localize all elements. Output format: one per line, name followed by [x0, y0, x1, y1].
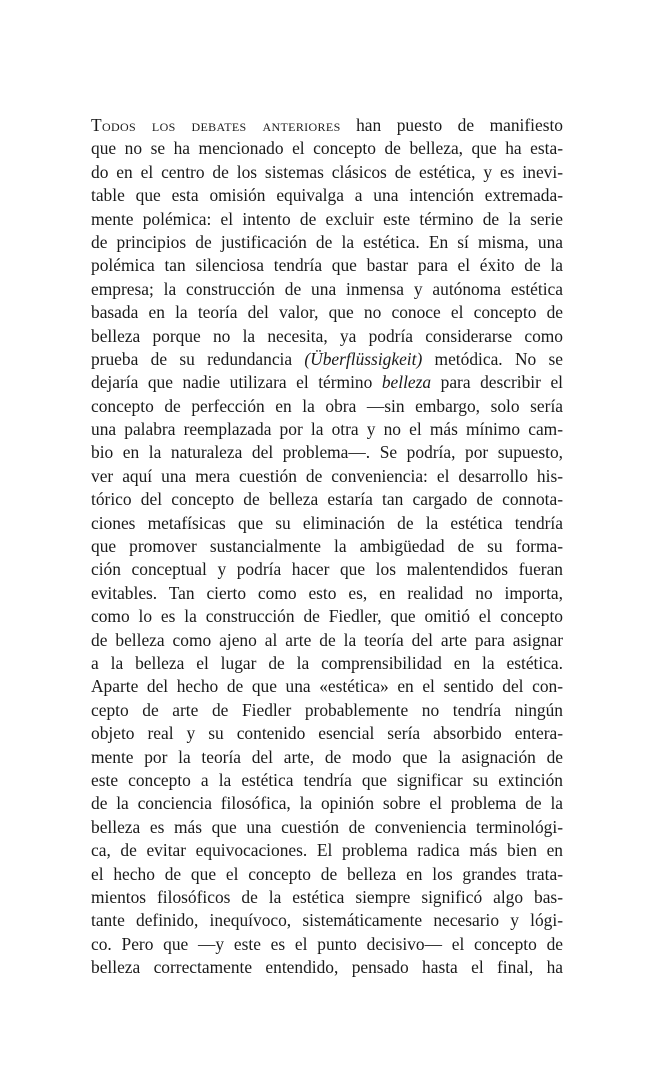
text-line	[91, 488, 563, 511]
text-line	[91, 746, 563, 769]
text-run: el hecho de que el concepto de belleza en los grandes trata-	[91, 863, 563, 884]
text-line	[91, 629, 563, 652]
text-line	[91, 652, 563, 675]
text-line	[91, 161, 563, 184]
text-run: para describir el	[431, 372, 563, 393]
italic-term: (Überflüssigkeit)	[304, 348, 423, 369]
text-run: de principios de justificación de la estética. En sí misma, una	[91, 231, 563, 252]
text-run: ción conceptual y podría hacer que los malentendidos fueran	[91, 559, 563, 580]
text-run: han puesto de manifiesto	[340, 115, 563, 135]
text-run: que promover sustancialmente la ambigüedad de su forma-	[91, 536, 563, 557]
text-line	[91, 371, 563, 394]
text-line	[91, 278, 563, 301]
text-run: ciones metafísicas que su eliminación de la estética tendría	[91, 512, 563, 533]
text-run: basada en la teoría del valor, que no conoce el concepto de	[91, 302, 563, 323]
text-run: do en el centro de los sistemas clásicos de estética, y es inevi-	[91, 161, 563, 182]
text-line	[91, 535, 563, 558]
text-line	[91, 558, 563, 581]
text-line	[91, 675, 563, 698]
text-run: ver aquí una mera cuestión de conveniencia: el desarrollo his-	[91, 465, 563, 486]
text-run: de la conciencia filosófica, la opinión sobre el problema de la	[91, 793, 563, 814]
text-run: table que esta omisión equivalga a una intención extremada-	[91, 185, 563, 206]
text-line	[91, 254, 563, 277]
text-line	[91, 441, 563, 464]
text-run: evitables. Tan cierto como esto es, en realidad no importa,	[91, 582, 563, 603]
text-line	[91, 956, 563, 979]
text-line	[91, 769, 563, 792]
text-run: mente por la teoría del arte, de modo que la asignación de	[91, 746, 563, 767]
text-line	[91, 325, 563, 348]
text-run: co. Pero que —y este es el punto decisivo— el concepto de	[91, 933, 563, 954]
text-run: cepto de arte de Fiedler probablemente no tendría ningún	[91, 699, 563, 720]
text-run: tante definido, inequívoco, sistemáticamente necesario y lógi-	[91, 910, 563, 931]
text-line	[91, 395, 563, 418]
text-run: ca, de evitar equivocaciones. El problema radica más bien en	[91, 840, 563, 861]
small-caps-opening: Todos los debates anteriores	[91, 115, 341, 135]
text-run: polémica tan silenciosa tendría que bastar para el éxito de la	[91, 255, 563, 276]
text-line	[91, 114, 563, 137]
text-line	[91, 839, 563, 862]
text-line	[91, 933, 563, 956]
text-run: belleza es más que una cuestión de conveniencia terminológi-	[91, 816, 563, 837]
text-line	[91, 886, 563, 909]
text-line	[91, 863, 563, 886]
text-line	[91, 605, 563, 628]
text-run: Aparte del hecho de que una «estética» en el sentido del con-	[91, 676, 563, 697]
text-run: metódica. No se	[422, 348, 563, 369]
text-line	[91, 792, 563, 815]
text-line	[91, 137, 563, 160]
text-run: que no se ha mencionado el concepto de belleza, que ha esta-	[91, 138, 563, 159]
text-line	[91, 465, 563, 488]
text-line	[91, 418, 563, 441]
text-run: como lo es la construcción de Fiedler, que omitió el concepto	[91, 606, 563, 627]
text-line	[91, 301, 563, 324]
italic-term: belleza	[381, 372, 432, 393]
text-run: empresa; la construcción de una inmensa y autónoma estética	[91, 278, 563, 299]
text-run: belleza correctamente entendido, pensado hasta el final, ha	[91, 957, 563, 978]
text-run: de belleza como ajeno al arte de la teoría del arte para asignar	[91, 629, 563, 650]
text-run: prueba de su redundancia	[91, 348, 305, 369]
text-line	[91, 816, 563, 839]
text-run: mente polémica: el intento de excluir este término de la serie	[91, 208, 563, 229]
text-line	[91, 909, 563, 932]
text-run: concepto de perfección en la obra —sin embargo, solo sería	[91, 395, 563, 416]
text-run: tórico del concepto de belleza estaría tan cargado de connota-	[91, 489, 563, 510]
text-run: mientos filosóficos de la estética siempre significó algo bas-	[91, 886, 563, 907]
text-run: belleza porque no la necesita, ya podría considerarse como	[91, 325, 563, 346]
text-run: este concepto a la estética tendría que significar su extinción	[91, 769, 563, 790]
text-run: objeto real y su contenido esencial sería absorbido entera-	[91, 723, 563, 744]
text-run: dejaría que nadie utilizara el término	[91, 372, 382, 393]
text-line	[91, 348, 563, 371]
text-run: una palabra reemplazada por la otra y no el más mínimo cam-	[91, 419, 563, 440]
text-run: bio en la naturaleza del problema—. Se podría, por supuesto,	[91, 442, 563, 463]
text-line	[91, 184, 563, 207]
text-line	[91, 699, 563, 722]
text-line	[91, 722, 563, 745]
body-paragraph	[91, 114, 563, 979]
text-line	[91, 231, 563, 254]
text-line	[91, 208, 563, 231]
text-run: a la belleza el lugar de la comprensibilidad en la estética.	[91, 652, 563, 673]
text-line	[91, 582, 563, 605]
text-line	[91, 512, 563, 535]
